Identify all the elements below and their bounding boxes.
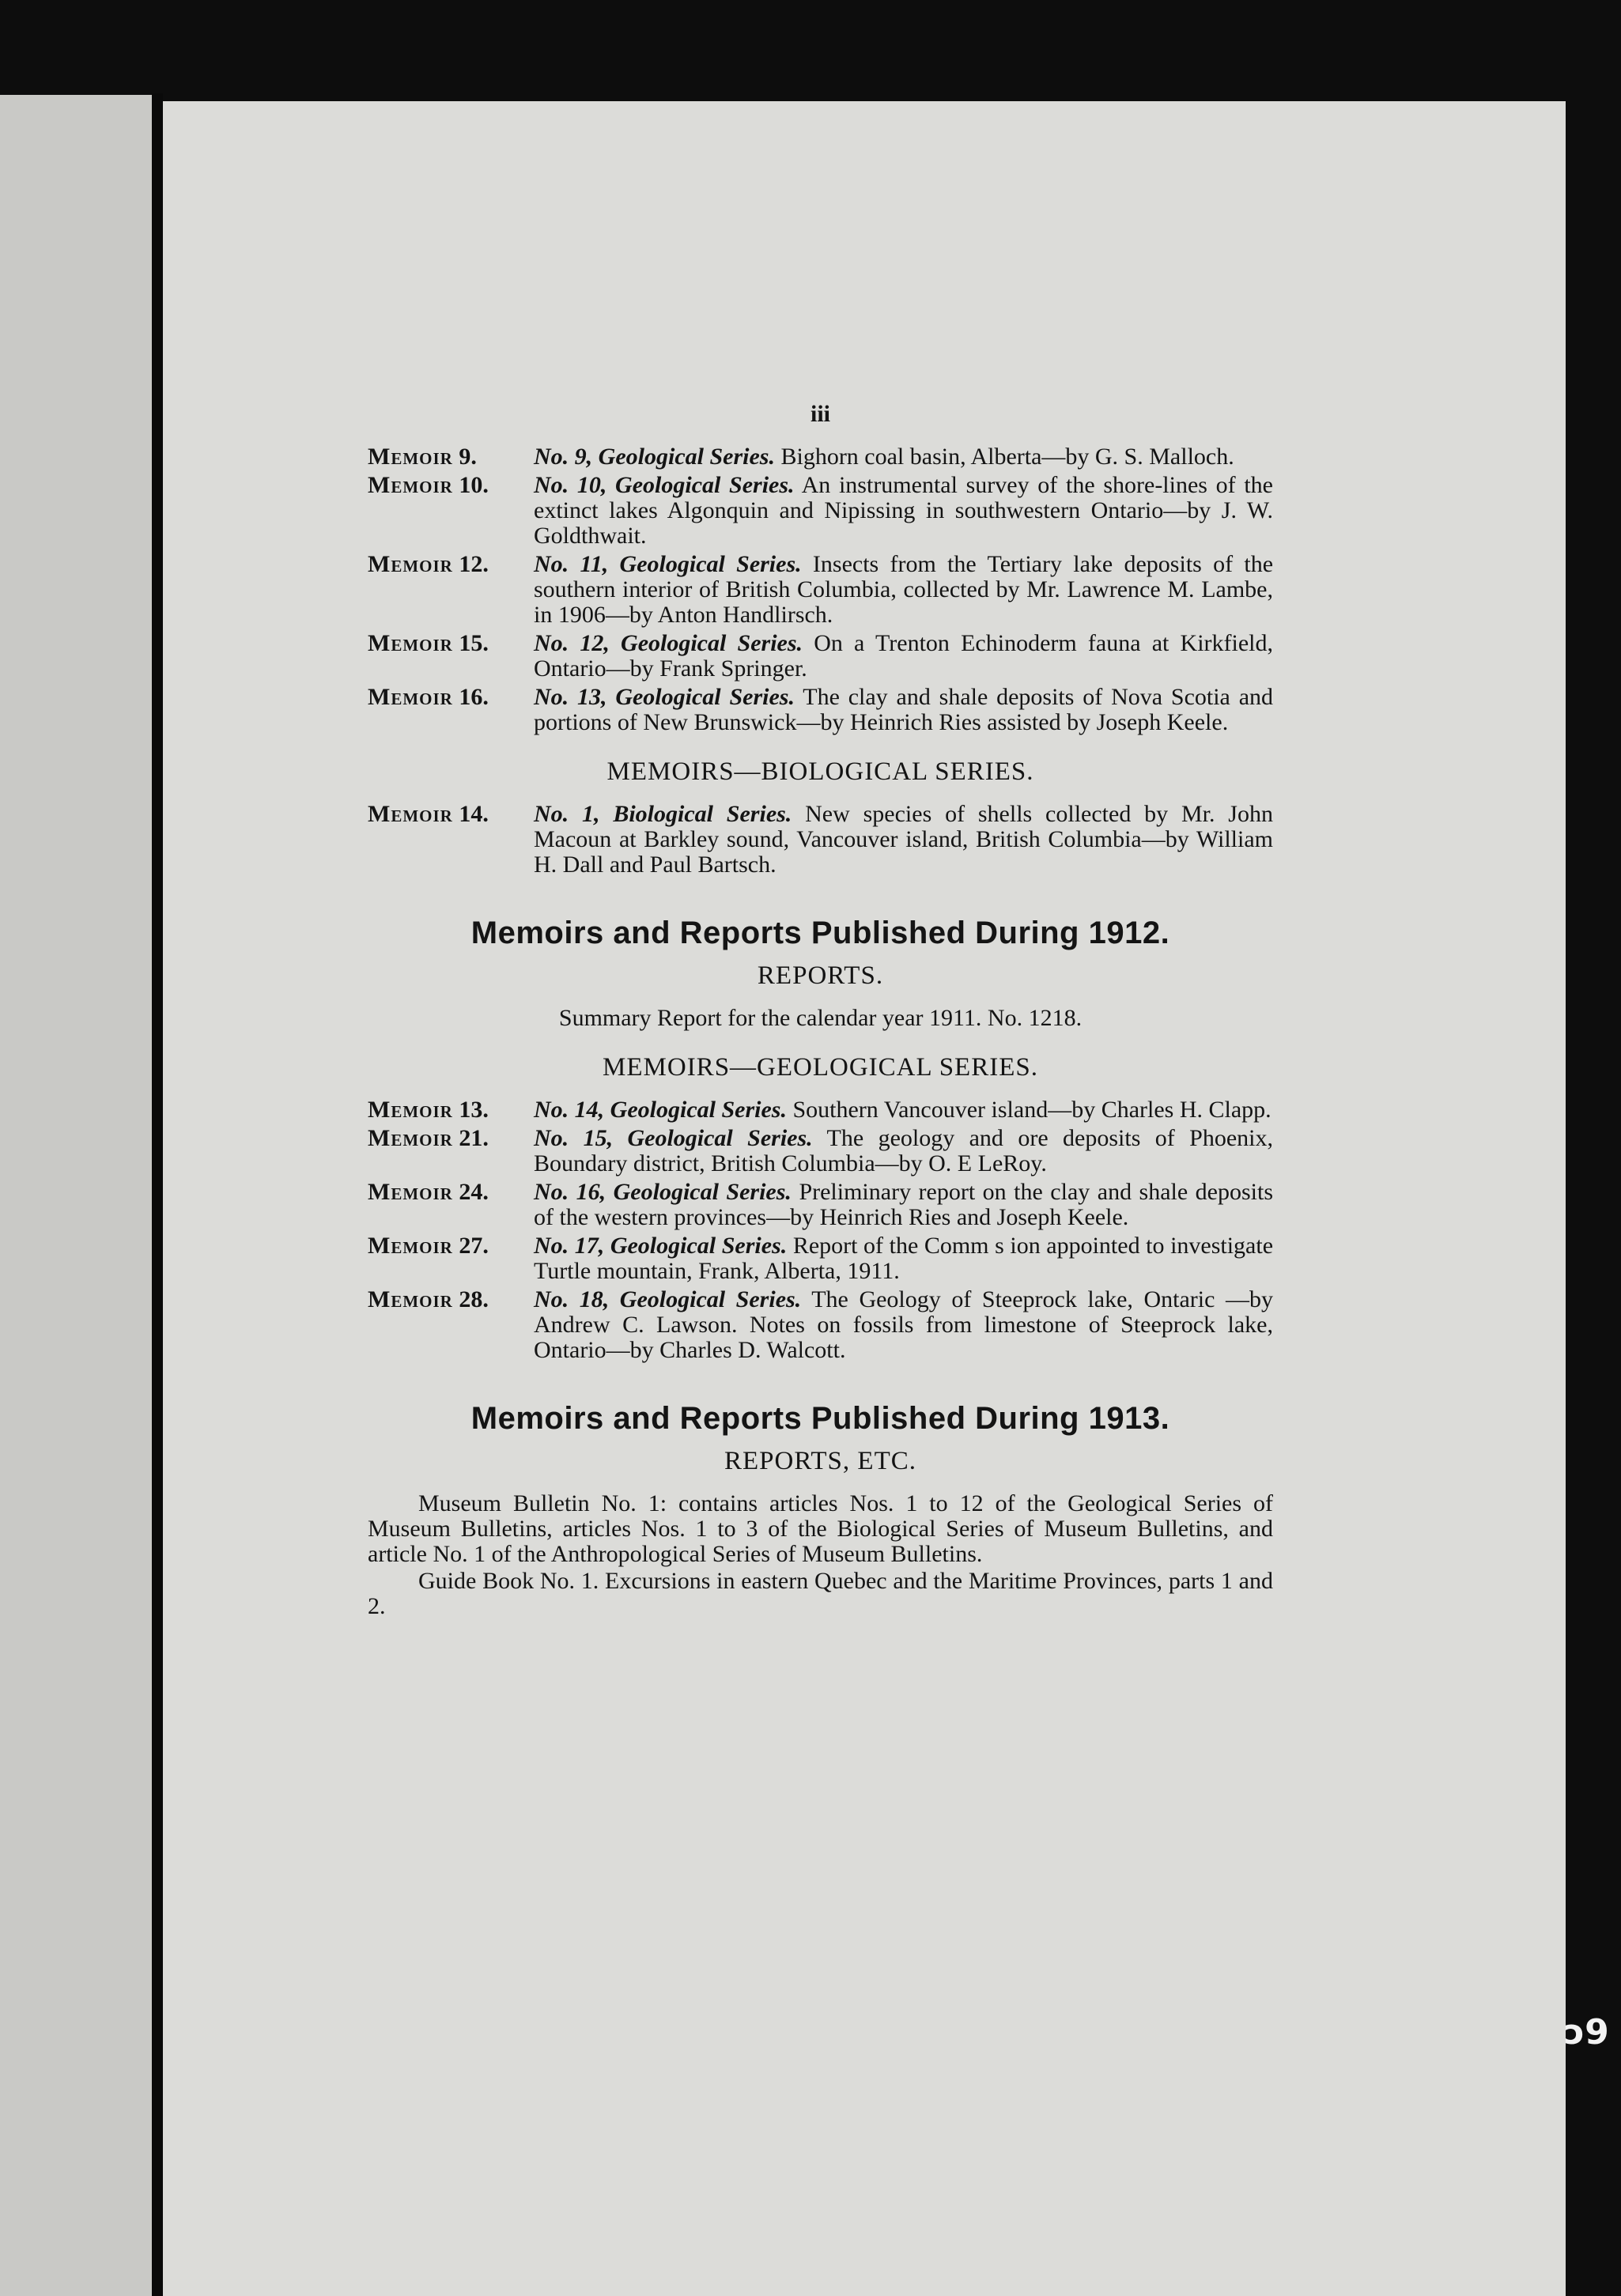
- memoir-label: Memoir: [368, 1233, 453, 1259]
- page-content: [368, 402, 1273, 1621]
- memoir-number: 28.: [459, 1286, 489, 1312]
- memoir-number: 9.: [459, 444, 477, 470]
- memoir-title: Preliminary report on the clay and shale deposits of the western provinces—by Heinrich Ries and Joseph Keele.: [534, 1179, 1274, 1230]
- memoir-title: New species of shells collected by Mr. John Macoun at Barkley sound, Vancouver island, British Columbia—by William H. Dall and Paul Bartsch.: [534, 801, 1273, 878]
- series-number: No. 18, Geological Series.: [534, 1286, 802, 1312]
- memoir-list-section-1: [368, 444, 1273, 735]
- memoir-label: Memoir: [368, 801, 453, 827]
- summary-report: Summary Report for the calendar year 1911. No. 1218.: [558, 1005, 1083, 1031]
- memoir-entry: [368, 631, 1273, 682]
- memoir-entry: [368, 444, 1273, 470]
- biological-series-heading: MEMOIRS—BIOLOGICAL SERIES.: [606, 757, 1034, 786]
- heading-1913: Memoirs and Reports Published During 1913.: [470, 1401, 1170, 1436]
- memoir-number: 16.: [459, 684, 489, 710]
- memoir-label: Memoir: [368, 1286, 453, 1312]
- heading-1912: Memoirs and Reports Published During 1912.: [470, 916, 1170, 950]
- memoir-entry: [368, 1126, 1273, 1176]
- memoir-number: 10.: [459, 472, 489, 498]
- series-number: No. 17, Geological Series.: [534, 1233, 788, 1259]
- memoir-number: 24.: [459, 1179, 489, 1205]
- memoir-title: An instrumental survey of the shore-lines of the extinct lakes Algonquin and Nipissing in southwestern Ontario—by J. W. Goldthwait.: [534, 472, 1273, 549]
- memoir-number: 21.: [459, 1125, 489, 1151]
- memoir-entry: [368, 473, 1273, 549]
- museum-bulletin-paragraph: Museum Bulletin No. 1: contains articles Nos. 1 to 12 of the Geological Series of Museum Bulletins, articles Nos. 1 to 3 of the Biological Series of Museum Bulletins, and article No. 1 of the Anthropological Series of Museum Bulletins.: [368, 1490, 1273, 1567]
- series-number: No. 15, Geological Series.: [534, 1125, 813, 1151]
- edge-mark: ɔ9: [1564, 2012, 1609, 2052]
- memoir-label: Memoir: [368, 551, 453, 577]
- memoir-label: Memoir: [368, 684, 453, 710]
- geological-series-heading-1912: MEMOIRS—GEOLOGICAL SERIES.: [603, 1053, 1038, 1082]
- memoir-entry: [368, 1097, 1273, 1123]
- series-number: No. 14, Geological Series.: [534, 1097, 787, 1123]
- memoir-number: 12.: [459, 551, 489, 577]
- series-number: No. 10, Geological Series.: [534, 472, 795, 498]
- memoir-entry: [368, 552, 1273, 628]
- reports-heading-1913: REPORTS, ETC.: [724, 1447, 916, 1475]
- memoir-title: Report of the Comm s ion appointed to investigate Turtle mountain, Frank, Alberta, 1911.: [534, 1233, 1274, 1284]
- memoir-title: Southern Vancouver island—by Charles H. Clapp.: [792, 1097, 1271, 1123]
- memoir-number: 27.: [459, 1233, 489, 1259]
- reports-heading-1912: REPORTS.: [757, 961, 884, 990]
- page-number: iii: [810, 401, 830, 427]
- memoir-entry: [368, 1180, 1273, 1230]
- memoir-label: Memoir: [368, 1179, 453, 1205]
- memoir-label: Memoir: [368, 444, 453, 470]
- memoir-title: Bighorn coal basin, Alberta—by G. S. Malloch.: [780, 444, 1234, 470]
- memoir-list-1912: [368, 1097, 1273, 1363]
- memoir-label: Memoir: [368, 1097, 453, 1123]
- series-number: No. 11, Geological Series.: [534, 551, 802, 577]
- series-number: No. 12, Geological Series.: [534, 630, 803, 656]
- series-number: No. 13, Geological Series.: [534, 684, 795, 710]
- memoir-title: The geology and ore deposits of Phoenix, Boundary district, British Columbia—by O. E LeRoy.: [534, 1125, 1273, 1176]
- memoir-title: The Geology of Steeprock lake, Ontaric —by Andrew C. Lawson. Notes on fossils from limestone of Steeprock lake, Ontario—by Charles D. Walcott.: [534, 1286, 1273, 1363]
- memoir-entry: [368, 685, 1273, 735]
- memoir-number: 13.: [459, 1097, 489, 1123]
- memoir-title: On a Trenton Echinoderm fauna at Kirkfield, Ontario—by Frank Springer.: [534, 630, 1274, 682]
- memoir-label: Memoir: [368, 1125, 453, 1151]
- series-number: No. 16, Geological Series.: [534, 1179, 792, 1205]
- memoir-label: Memoir: [368, 630, 453, 656]
- memoir-title: The clay and shale deposits of Nova Scotia and portions of New Brunswick—by Heinrich Ries assisted by Joseph Keele.: [534, 684, 1274, 735]
- series-number: No. 1, Biological Series.: [534, 801, 792, 827]
- facing-page-edge: [0, 95, 155, 2296]
- memoir-number: 15.: [459, 630, 489, 656]
- memoir-number: 14.: [459, 801, 489, 827]
- memoir-entry: [368, 802, 1273, 878]
- memoir-title: Insects from the Tertiary lake deposits of the southern interior of British Columbia, collected by Mr. Lawrence M. Lambe, in 1906—by Anton Handlirsch.: [534, 551, 1274, 628]
- memoir-entry: [368, 1233, 1273, 1284]
- series-number: No. 9, Geological Series.: [534, 444, 775, 470]
- guide-book-paragraph: Guide Book No. 1. Excursions in eastern Quebec and the Maritime Provinces, parts 1 and 2.: [368, 1568, 1273, 1619]
- book-spine: [152, 93, 163, 2296]
- memoir-label: Memoir: [368, 472, 453, 498]
- memoir-entry: [368, 1287, 1273, 1363]
